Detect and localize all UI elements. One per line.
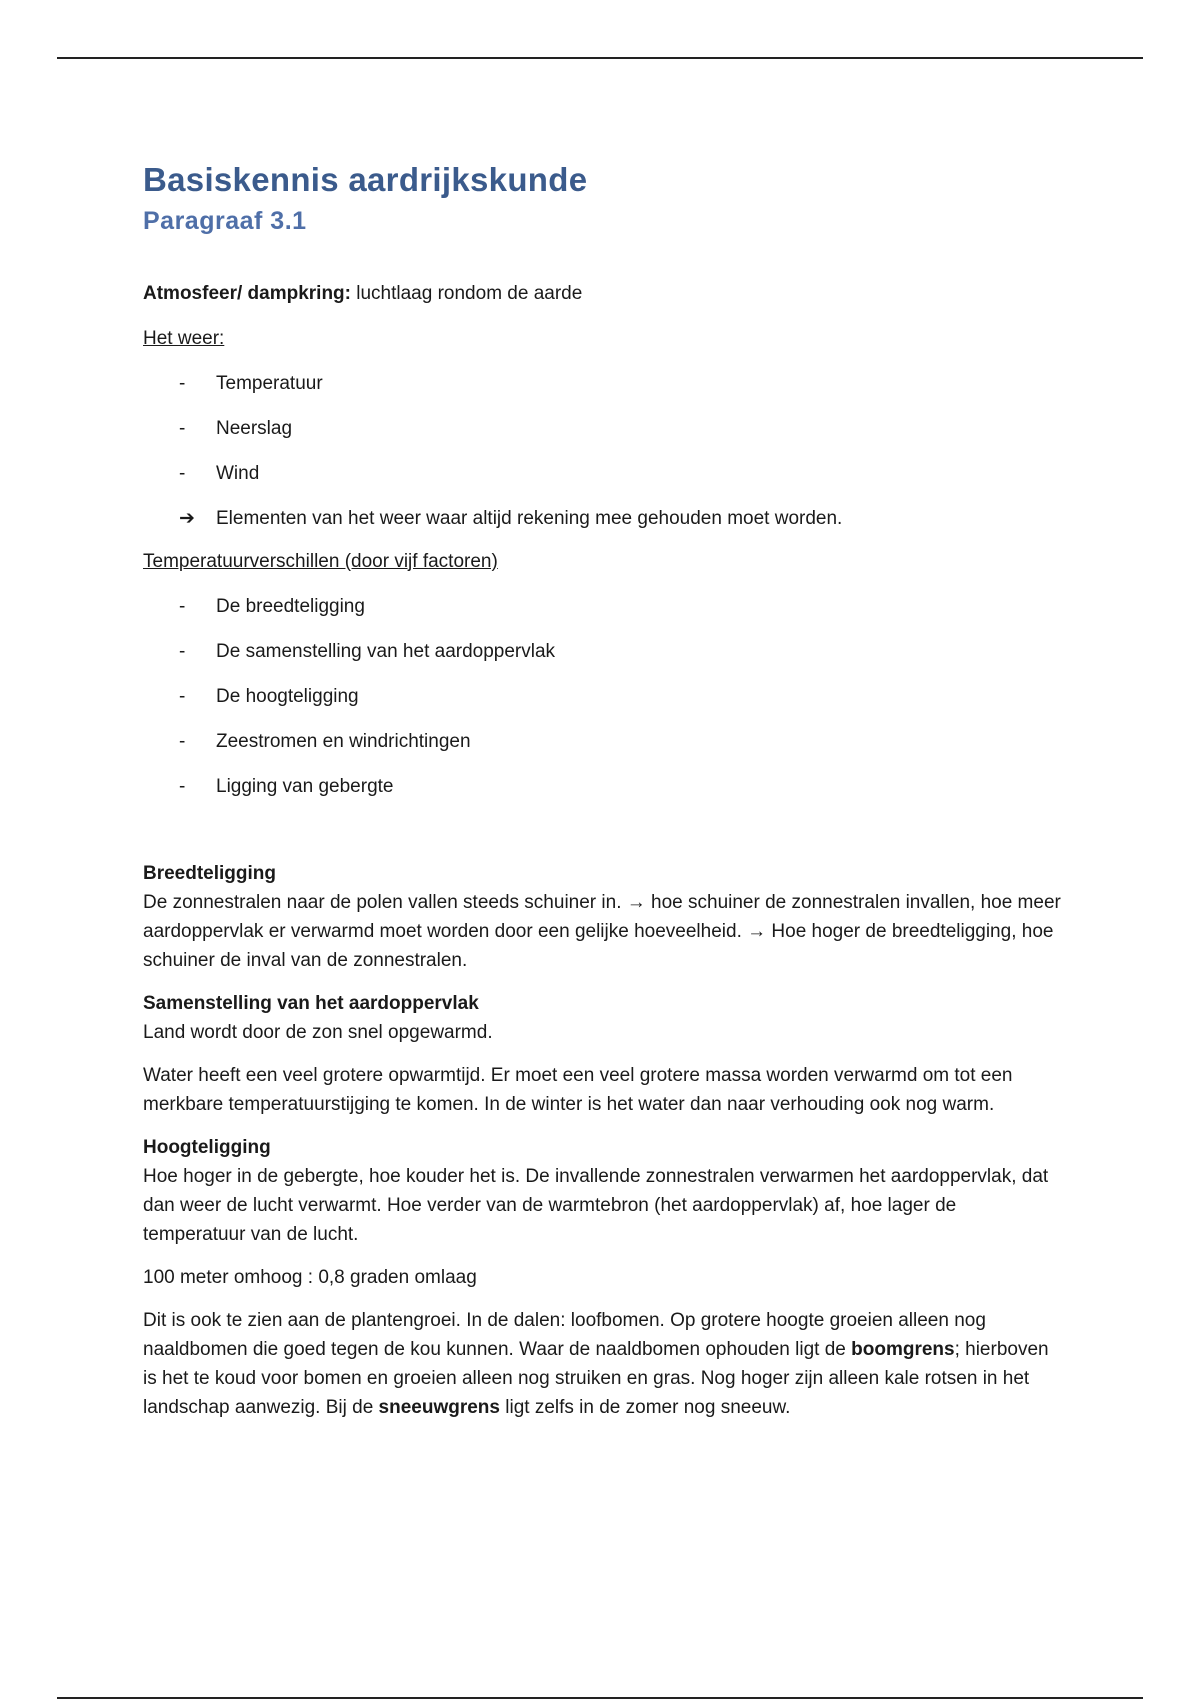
term-sneeuwgrens: sneeuwgrens (378, 1396, 500, 1418)
document-subtitle: Paragraaf 3.1 (143, 206, 307, 235)
section-paragraph (143, 888, 1063, 975)
paragraph-text: ligt zelfs in de zomer nog sneeuw. (499, 1396, 791, 1418)
header-rule (57, 57, 1143, 59)
section-paragraph: Land wordt door de zon snel opgewarmd. (143, 1021, 493, 1043)
list-item-text: Zeestromen en windrichtingen (216, 730, 471, 752)
dash-bullet: - (179, 730, 186, 752)
arrow-right-icon: → (626, 891, 646, 913)
dash-bullet: - (179, 595, 186, 617)
paragraph-text: De zonnestralen naar de polen vallen steeds schuiner in. (143, 891, 627, 913)
dash-bullet: - (179, 417, 186, 439)
list-item-text: Wind (216, 462, 260, 484)
list-item (143, 682, 1063, 711)
dash-bullet: - (179, 640, 186, 662)
weather-note-text: Elementen van het weer waar altijd rekening mee gehouden moet worden. (216, 507, 843, 529)
section-breedteligging (143, 859, 1063, 975)
list-item (143, 637, 1063, 666)
section-paragraph: 100 meter omhoog : 0,8 graden omlaag (143, 1266, 477, 1288)
list-item-text: De samenstelling van het aardoppervlak (216, 640, 556, 662)
weather-note (143, 504, 1063, 533)
dash-bullet: - (179, 372, 186, 394)
section-samenstelling (143, 989, 1063, 1119)
arrow-right-icon: ➔ (179, 507, 195, 529)
list-item (143, 772, 1063, 801)
list-item (143, 727, 1063, 756)
section-paragraph: Water heeft een veel grotere opwarmtijd. Er moet een veel grotere massa worden verwarmd om tot een merkbare temperatuurstijging te komen. In de winter is het water dan naar verhouding ook nog warm. (143, 1064, 1013, 1115)
arrow-right-icon: → (747, 920, 767, 942)
document-page (143, 160, 1063, 1422)
section-paragraph: Hoe hoger in de gebergte, hoe kouder het is. De invallende zonnestralen verwarmen het aardoppervlak, dat dan weer de lucht verwarmt. Hoe verder van de warmtebron (het aardoppervlak) af, hoe lager de temperatuur van de lucht. (143, 1165, 1049, 1245)
list-item-text: Ligging van gebergte (216, 775, 394, 797)
section-paragraph (143, 1306, 1063, 1422)
list-item-text: De hoogteligging (216, 685, 359, 707)
section-title: Hoogteligging (143, 1136, 271, 1158)
dash-bullet: - (179, 462, 186, 484)
definition-term: Atmosfeer/ dampkring: (143, 282, 351, 304)
paragraph-text: hoe schuiner de zonnestralen invallen, hoe meer aardoppervlak er verwarmd moet worden door een gelijke hoeveelheid. (143, 891, 1061, 942)
term-boomgrens: boomgrens (851, 1338, 955, 1360)
temp-diff-list (143, 592, 1063, 801)
temp-diff-heading-text: Temperatuurverschillen (door vijf factoren) (143, 550, 498, 572)
list-item (143, 369, 1063, 398)
weather-list (143, 369, 1063, 533)
document-title: Basiskennis aardrijkskunde (143, 161, 588, 198)
weather-heading-text: Het weer: (143, 327, 225, 349)
temp-diff-heading (143, 547, 1063, 576)
paragraph-text: Dit is ook te zien aan de plantengroei. In de dalen: loofbomen. Op grotere hoogte groeien alleen nog naaldbomen die goed tegen de kou kunnen. Waar de naaldbomen ophouden ligt de (143, 1309, 986, 1360)
definition-text: luchtlaag rondom de aarde (350, 282, 583, 304)
list-item (143, 414, 1063, 443)
footer-rule (57, 1697, 1143, 1699)
section-title: Breedteligging (143, 862, 277, 884)
list-item (143, 459, 1063, 488)
list-item-text: Temperatuur (216, 372, 323, 394)
definition-atmosfeer (143, 279, 1063, 308)
list-item-text: Neerslag (216, 417, 293, 439)
paragraph-text: ; hierboven is het te koud voor bomen en groeien alleen nog struiken en gras. Nog hoger zijn alleen kale rotsen in het landschap aanwezig. Bij de (143, 1338, 1049, 1418)
weather-heading (143, 324, 1063, 353)
section-title: Samenstelling van het aardoppervlak (143, 992, 479, 1014)
dash-bullet: - (179, 685, 186, 707)
section-hoogteligging (143, 1133, 1063, 1422)
dash-bullet: - (179, 775, 186, 797)
list-item (143, 592, 1063, 621)
paragraph-text: Hoe hoger de breedteligging, hoe schuiner de inval van de zonnestralen. (143, 920, 1054, 971)
list-item-text: De breedteligging (216, 595, 365, 617)
